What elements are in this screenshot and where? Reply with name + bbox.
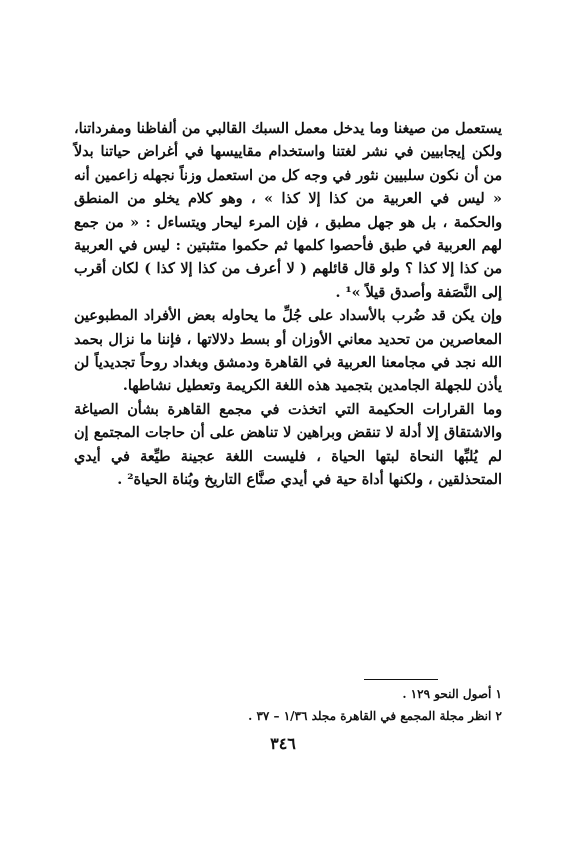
paragraph-1: يستعمل من صيغنا وما يدخل معمل السبك القالبي من ألفاظنا ومفرداتنا، ولكن إيجابيين في نشر لغتنا واستخدام مقاييسها في أغراض حياتنا بدلاً من أن نكون سلبيين نثور في وجه كل من استعمل وزناً نجهله زاعمين أنه « ليس في العربية من كذا إلا كذا » ، وهو كلام يخلو من المنطق والحكمة ، بل هو جهل مطبق ، فإن المرء ليحار ويتساءل : « من جمع لهم العربية في طبق فأحصوا كلمها ثم حكموا متثبتين : ليس في العربية من كذا إلا كذا ؟ ولو قال قائلهم ( لا أعرف من كذا إلا كذا ) لكان أقرب إلى النَّصَفة وأصدق قيلاً »¹ . [73,121,502,301]
footnote-divider [364,679,438,680]
footnote-1: ١ أصول النحو ١٢٩ . [402,687,502,701]
footnote-2: ٢ انظر مجلة المجمع في القاهرة مجلد ١/٣٦ – ٣٧ . [248,709,502,723]
page-number: ٣٤٦ [270,734,296,753]
paragraph-2: وإن يكن قد ضُرب بالأسداد على جُلِّ ما يحاوله بعض الأفراد المطبوعين المعاصرين من تحديد معاني الأوزان أو بسط دلالاتها ، فإننا ما نزال بحمد الله نجد في مجامعنا العربية في القاهرة ودمشق وبغداد روحاً تجديدياً لن يأذن للجهلة الجامدين بتجميد هذه اللغة الكريمة وتعطيل نشاطها. [74,308,502,395]
footnotes [140,683,502,727]
main-text-block [74,118,502,493]
paragraph-3: وما القرارات الحكيمة التي اتخذت في مجمع القاهرة بشأن الصياغة والاشتقاق إلا أدلة لا تنقض وبراهين لا تناهض على أن حاجات المجتمع إن لم يُلبِّها النحاة لبتها الحياة ، فليست اللغة عجينة طيِّعة في أيدي المتحذلقين ، ولكنها أداة حية في أيدي صنَّاع التاريخ وبُناة الحياة² . [74,401,502,489]
